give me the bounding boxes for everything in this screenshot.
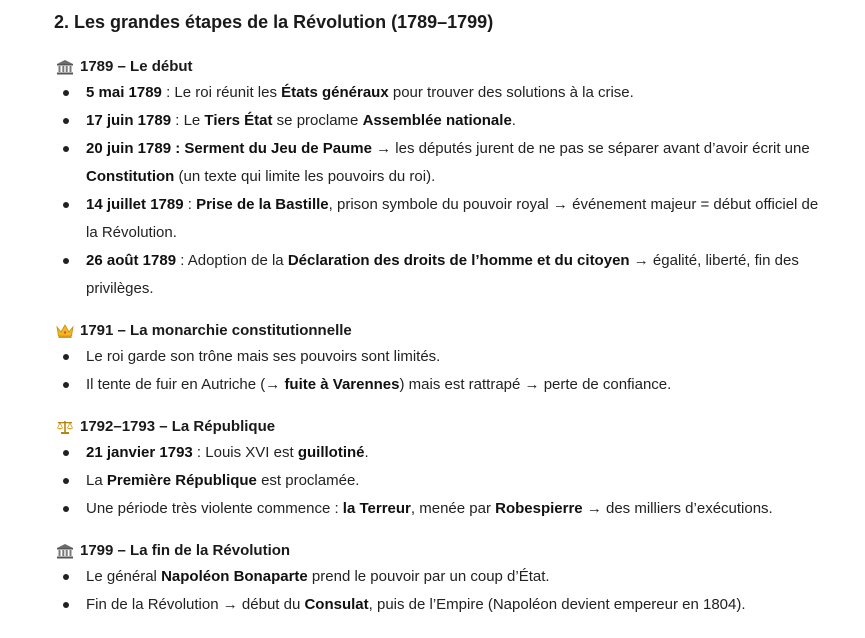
list-item: Le général Napoléon Bonaparte prend le pouvoir par un coup d’État. xyxy=(0,563,865,591)
balance-scale-icon xyxy=(56,419,74,435)
classical-building-icon xyxy=(56,59,74,75)
list-item: 5 mai 1789 : Le roi réunit les États généraux pour trouver des solutions à la crise. xyxy=(0,79,865,107)
list-1792 xyxy=(0,439,865,523)
list-item: Fin de la Révolution → début du Consulat, puis de l’Empire (Napoléon devient empereur en 1804). xyxy=(0,591,865,619)
list-item: 14 juillet 1789 : Prise de la Bastille, prison symbole du pouvoir royal → événement majeur = début officiel de la Révolution. xyxy=(0,191,865,247)
section-heading-1789: 1789 – Le début xyxy=(56,58,193,75)
list-item: 26 août 1789 : Adoption de la Déclaration des droits de l’homme et du citoyen → égalité, liberté, fin des privilèges. xyxy=(0,247,865,303)
classical-building-icon xyxy=(56,543,74,559)
list-1789 xyxy=(0,79,865,303)
list-item: La Première République est proclamée. xyxy=(0,467,865,495)
crown-icon xyxy=(56,323,74,339)
section-heading-1792: 1792–1793 – La République xyxy=(56,418,275,435)
list-item: Une période très violente commence : la Terreur, menée par Robespierre → des milliers d’exécutions. xyxy=(0,495,865,523)
list-item: Il tente de fuir en Autriche (→ fuite à Varennes) mais est rattrapé → perte de confiance. xyxy=(0,371,865,399)
page-title: 2. Les grandes étapes de la Révolution (1789–1799) xyxy=(54,12,494,32)
list-item: Le roi garde son trône mais ses pouvoirs sont limités. xyxy=(0,343,865,371)
section-heading-1799: 1799 – La fin de la Révolution xyxy=(56,542,290,559)
list-item: 17 juin 1789 : Le Tiers État se proclame Assemblée nationale. xyxy=(0,107,865,135)
list-item: 21 janvier 1793 : Louis XVI est guillotiné. xyxy=(0,439,865,467)
list-item: 20 juin 1789 : Serment du Jeu de Paume → les députés jurent de ne pas se séparer avant d’avoir écrit une Constitution (un texte qui limite les pouvoirs du roi). xyxy=(0,135,865,191)
list-1791 xyxy=(0,343,865,399)
section-heading-1791: 1791 – La monarchie constitutionnelle xyxy=(56,322,352,339)
list-1799 xyxy=(0,563,865,619)
